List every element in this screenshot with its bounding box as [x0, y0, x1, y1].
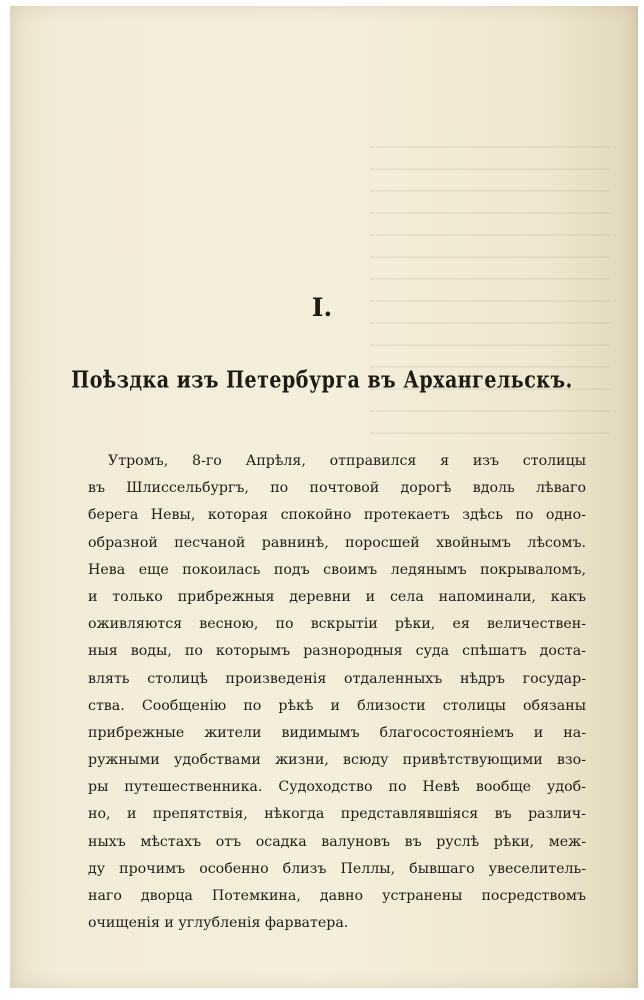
text-line: въ Шлиссельбургъ, по почтовой дорогѣ вдоль лѣваго [88, 480, 586, 497]
text-line: очищенія и углубленія фарватера. [88, 915, 349, 932]
text-line: ду прочимъ особенно близъ Пеллы, бывшаго увеселитель- [88, 860, 586, 877]
text-line: прибрежные жители видимымъ благосостояніемъ и на- [88, 724, 586, 741]
text-line: влять столицѣ произведенія отдаленныхъ нѣдръ государ- [88, 670, 586, 687]
text-line: и только прибрежныя деревни и села напоминали, какъ [88, 588, 586, 605]
text-line: берега Невы, которая спокойно протекаетъ здѣсь по одно- [88, 507, 586, 524]
text-line: ры путешественника. Судоходство по Невѣ вообще удоб- [88, 779, 586, 796]
text-line: ружными удобствами жизни, всюду привѣтствующими взо- [88, 752, 586, 769]
text-line: Утромъ, 8-го Апрѣля, отправился я изъ столицы [108, 453, 586, 469]
text-line: Нева еще покоилась подъ своимъ ледянымъ покрываломъ, [88, 561, 586, 578]
section-number: I. [311, 293, 333, 322]
text-line: наго дворца Потемкина, давно устранены посредствомъ [88, 888, 586, 904]
text-line: но, и препятствія, нѣкогда представлявшіяся въ различ- [88, 806, 586, 823]
text-line: оживляются весною, по вскрытіи рѣки, ея величествен- [88, 616, 586, 633]
chapter-title: Поѣздка изъ Петербурга въ Архангельскъ. [71, 366, 573, 394]
text-line: образной песчаной равнинѣ, поросшей хвойнымъ лѣсомъ. [88, 534, 586, 551]
text-line: ныя воды, по которымъ разнородныя суда спѣшатъ доста- [88, 643, 586, 660]
body-paragraph [88, 448, 586, 937]
text-line: ства. Сообщенію по рѣкѣ и близости столицы обязаны [88, 697, 586, 714]
text-line: ныхъ мѣстахъ отъ осадка валуновъ въ руслѣ рѣки, меж- [88, 833, 586, 850]
